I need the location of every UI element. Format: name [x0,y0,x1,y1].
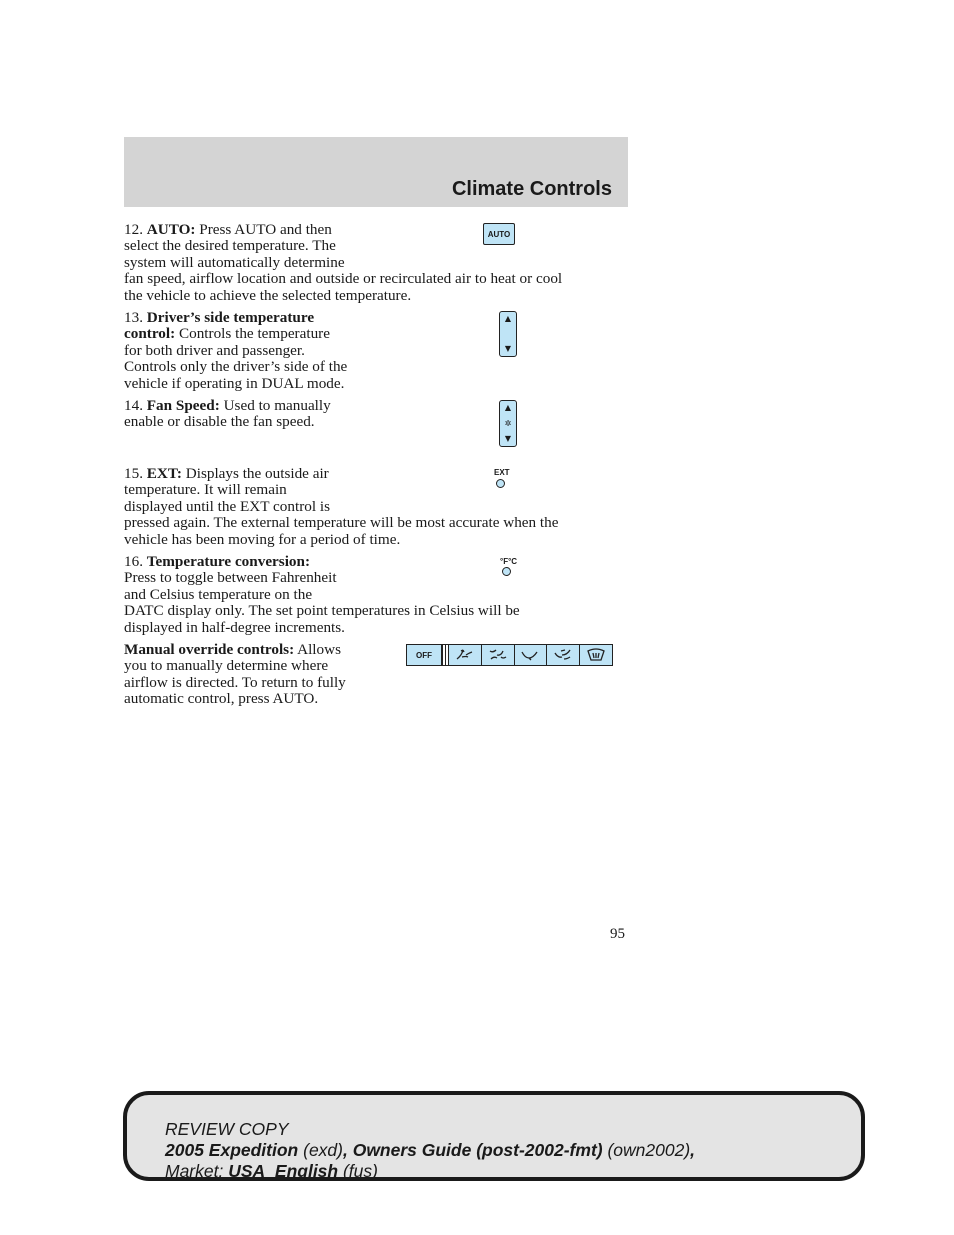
override-description: Manual override controls: Allows you to manually determine where airflow is directed. To return to fully automatic control, press AUTO. [124,641,346,708]
separator-icon [442,645,449,665]
document-identifier: 2005 Expedition (exd), Owners Guide (post-2002-fmt) (own2002), [165,1140,696,1160]
panel-vent-icon [449,645,482,665]
arrow-down-icon: ▼ [504,344,512,353]
review-copy-footer [123,1091,865,1181]
floor-vent-icon [515,645,548,665]
market-line: Market: USA_English (fus) [165,1161,378,1181]
floor-defrost-vent-icon [547,645,580,665]
temperature-rocker-icon [499,311,517,357]
fan-icon: ✲ [504,418,512,428]
section-header [124,137,628,207]
section-title: Climate Controls [451,178,612,200]
review-copy-label: REVIEW COPY [165,1119,289,1139]
auto-term: AUTO: [146,221,196,238]
arrow-up-icon: ▲ [504,403,512,412]
manual-override-controls-icon [406,644,613,666]
arrow-up-icon: ▲ [504,314,512,323]
defrost-icon [580,645,612,665]
arrow-down-icon: ▼ [504,434,512,443]
driver-temp-description: 13. Driver’s side temperature control: Controls the temperature for both driver and passenger. Controls only the driver’s side of the vehicle if operating in DUAL mode. [124,309,348,392]
auto-description: 12. AUTO: Press AUTO and then select the desired temperature. The system will automatically determine fan speed, airflow location and outside or recirculated air to heat or cool the vehicle to achieve the selected temperature. [124,221,563,304]
panel-floor-vent-icon [482,645,515,665]
conversion-description: 16. Temperature conversion: Press to toggle between Fahrenheit and Celsius temperature on the DATC display only. The set point temperatures in Celsius will be displayed in half-degree increments. [124,553,520,636]
page-number: 95 [610,926,625,942]
fan-speed-rocker-icon [499,400,517,447]
fc-icon-label: °F°C [500,557,518,566]
ext-indicator-icon [496,479,505,488]
off-button-icon: OFF [407,645,442,665]
fc-indicator-icon [502,567,511,576]
ext-description: 15. EXT: Displays the outside air temperature. It will remain displayed until the EXT control is pressed again. The external temperature will be most accurate when the vehicle has been moving for a period of time. [124,465,559,548]
ext-icon-label: EXT [494,468,510,477]
fan-speed-description: 14. Fan Speed: Used to manually enable or disable the fan speed. [124,397,331,431]
auto-button-icon: AUTO [483,223,515,245]
